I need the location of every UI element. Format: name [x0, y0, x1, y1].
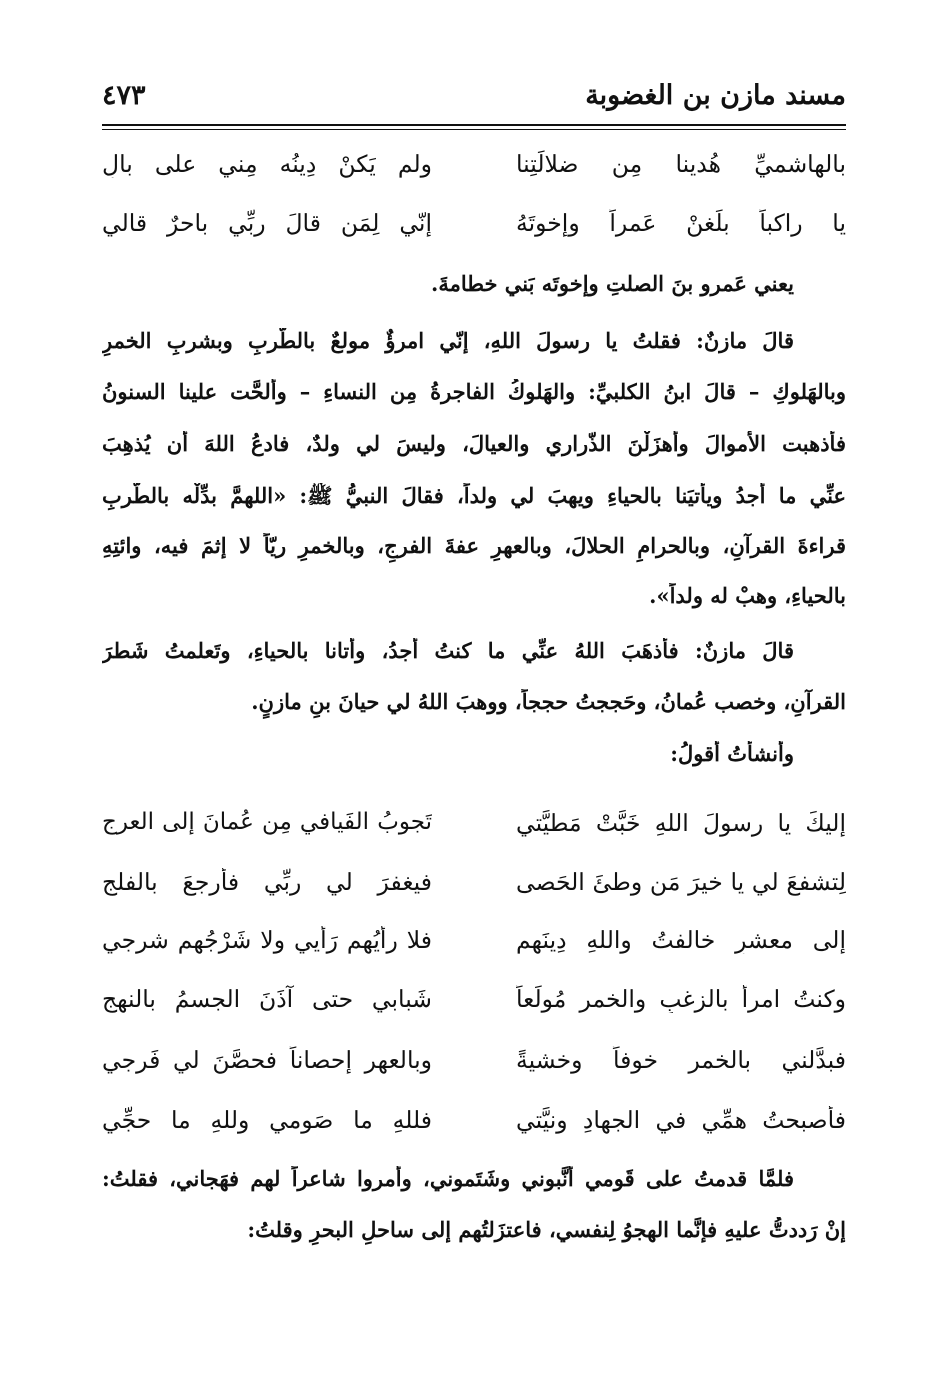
verse-second-hemistich: ولم يَكنْ دِينُه مِني على بالِ: [102, 150, 432, 178]
paragraph-line: وبالهَلوكِ – قالَ ابنُ الكلبيِّ: والهَلوكُ الفاجرةُ مِن النساءِ – وألحَّت علينا السنونُ: [102, 379, 846, 404]
verse-line: [102, 209, 846, 253]
verse-second-hemistich: فيغفرَ لي ربِّي فأرجعَ بالفلجِ: [102, 868, 432, 896]
verse-first-hemistich: فأصبحتُ همِّي في الجهادِ ونيَّتي: [516, 1106, 846, 1134]
header-rule-thick: [102, 124, 846, 126]
paragraph-line: قراءةَ القرآنِ، وبالحرامِ الحلالَ، وبالعهرِ عفةَ الفرجِ، وبالخمرِ ريّاً لا إثمَ فيه، وائتِهِ: [102, 533, 846, 558]
verse-line: [102, 926, 846, 970]
paragraph-line: وأنشأتُ أقولُ:: [670, 741, 794, 766]
paragraph-line: يعني عَمرو بنَ الصلتِ وإخوتَه بَني خطامةَ.: [431, 271, 794, 296]
verse-second-hemistich: شَبابي حتى آذَنَ الجسمُ بالنهجِ: [102, 985, 432, 1013]
paragraph-line: إنْ رَددتُّ عليهِ فإنَّما الهجوُ لِنفسي، فاعتزَلتُهم إلى ساحلِ البحرِ وقلتُ:: [247, 1217, 846, 1242]
verse-second-hemistich: وبالعهرِ إحصاناً فحصَّنَ لي فَرجي: [102, 1046, 432, 1074]
page-number: ٤٧٣: [102, 80, 146, 111]
header-rule-thin: [102, 129, 846, 130]
verse-first-hemistich: إليكَ يا رسولَ اللهِ خَبَّتْ مَطيَّتي: [516, 809, 846, 837]
verse-second-hemistich: فلا رأيُهم رَأيي ولا شَرْجُهم شرجي: [102, 926, 432, 954]
running-title: مسند مازن بن الغضوبة: [585, 80, 846, 111]
verse-second-hemistich: فللهِ ما صَومي وللهِ ما حجِّي: [102, 1106, 432, 1134]
paragraph-line: القرآنِ، وخصب عُمانُ، وحَججتُ حججاً، ووهبَ اللهُ لي حيانَ بنِ مازنٍ.: [251, 689, 846, 714]
verse-first-hemistich: إلى معشرٍ خالفتُ واللهِ دِينَهم: [516, 926, 846, 954]
verse-line: [102, 985, 846, 1029]
verse-second-hemistich: تَجوبُ الفَيافي مِن عُمانَ إلى العرجِ: [102, 809, 432, 835]
verse-first-hemistich: وكنتُ امرأً بالزغبِ والخمرِ مُولَعاً: [516, 985, 846, 1013]
verse-line: [102, 1106, 846, 1150]
paragraph-line: بالحياءِ، وهبْ له ولداً».: [649, 583, 846, 608]
paragraph-line: فلمَّا قدمتُ على قَومي أنَّبوني وشَتَموني، وأمروا شاعراً لهم فهَجاني، فقلتُ:: [102, 1166, 794, 1191]
verse-first-hemistich: بالهاشميِّ هُدينا مِن ضلالَتِنا: [516, 150, 846, 178]
page-header: [102, 80, 846, 124]
verse-line: [102, 809, 846, 853]
verse-line: [102, 868, 846, 912]
verse-first-hemistich: لِتشفعَ لي يا خيرَ مَن وطئَ الحَصى: [516, 868, 846, 896]
verse-line: [102, 1046, 846, 1090]
verse-second-hemistich: إنّي لِمَن قالَ ربِّي باحرٌ قالي: [102, 209, 432, 237]
verse-first-hemistich: فبدَّلني بالخمرِ خوفاً وخشيةً: [516, 1046, 846, 1074]
paragraph-line: قالَ مازنٌ: فأذهَبَ اللهُ عنِّي ما كنتُ أجدُ، وأتانا بالحياءِ، وتَعلمتُ شَطرَ: [102, 638, 794, 663]
verse-line: [102, 150, 846, 194]
paragraph-line: فأذهبت الأموالَ وأهزَلْنَ الذّراري والعيالَ، وليسَ لي ولدٌ، فادعُ اللهَ أن يُذهِبَ: [102, 431, 846, 456]
paragraph-line: عنِّي ما أجدُ ويأتيَنا بالحياءِ ويهبَ لي ولداً، فقالَ النبيُّ ﷺ: «اللهمَّ بدِّلْه بالطَّربِ: [102, 483, 846, 508]
verse-first-hemistich: يا راكباً بلِّغنْ عَمراً وإخوتَهُ: [516, 209, 846, 237]
paragraph-line: قالَ مازنٌ: فقلتُ يا رسولَ اللهِ، إنّي امرؤٌ مولعٌ بالطَّربِ وبشربِ الخمرِ: [102, 328, 794, 353]
